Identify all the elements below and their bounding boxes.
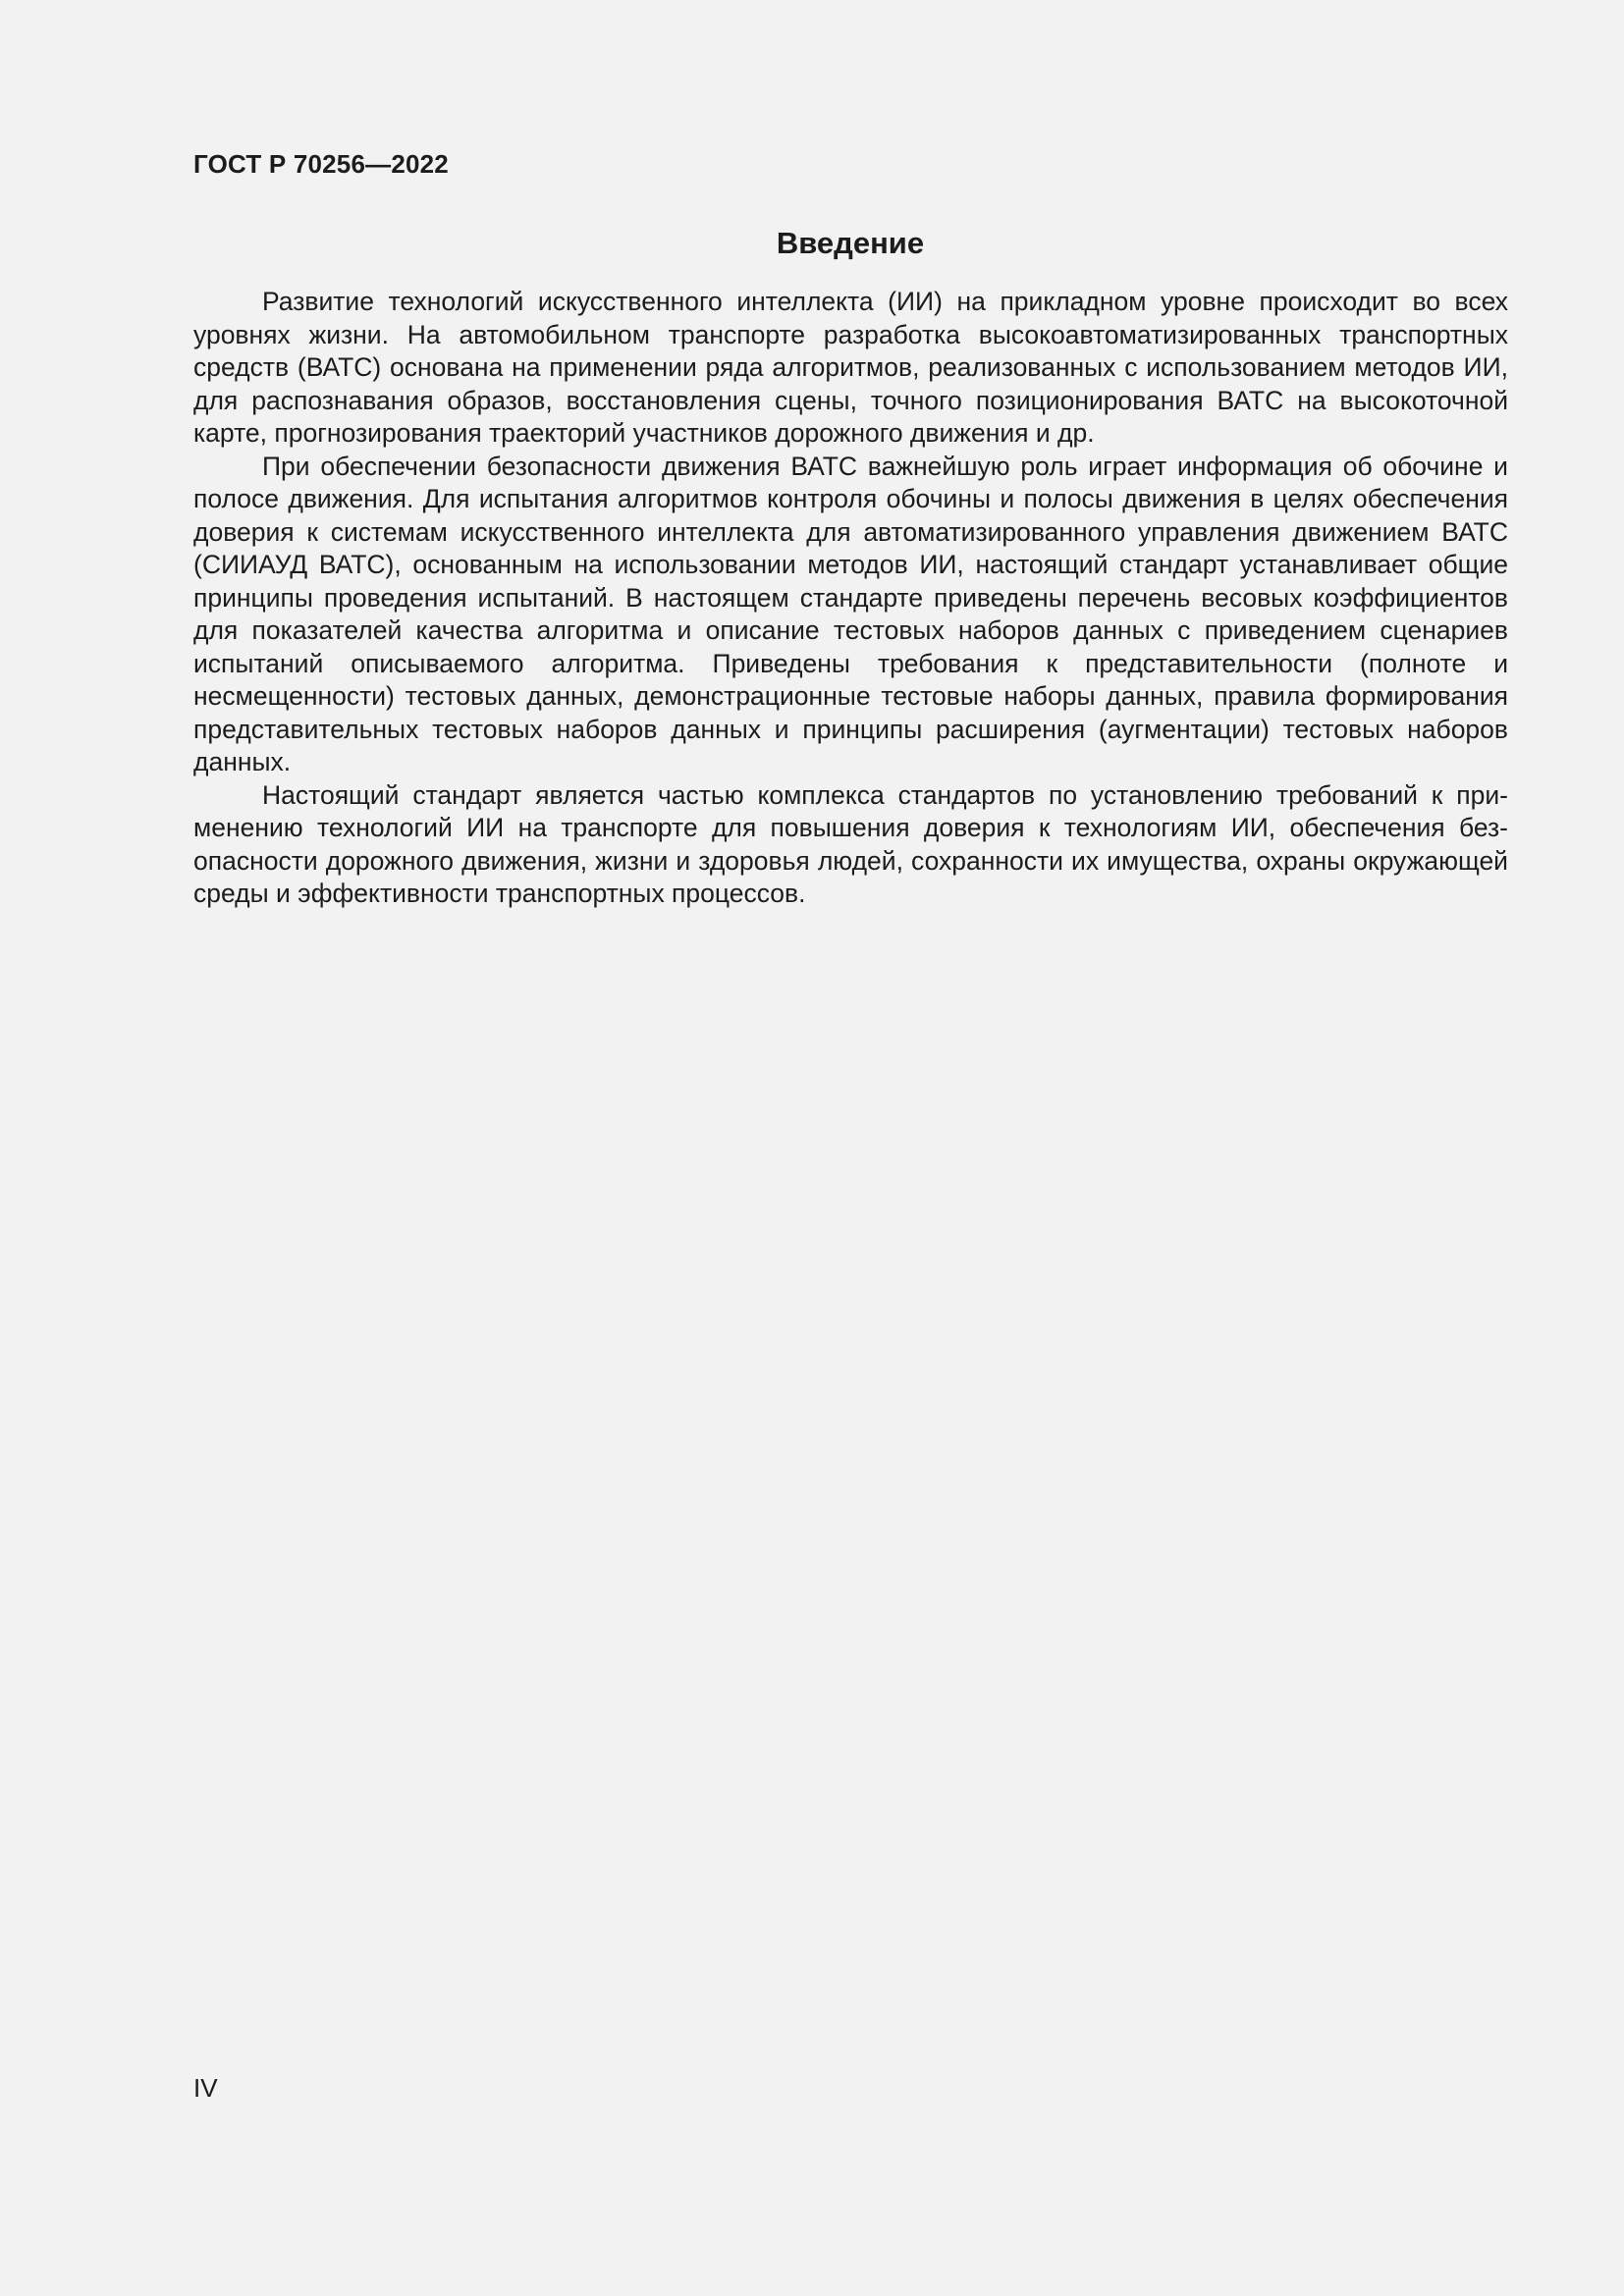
paragraph: Настоящий стандарт является частью комплекса стандартов по установлению требований к применению технологий ИИ на транспорте для повышения доверия к технологиям ИИ, обеспечения безопасности дорожного движения, жизни и здоровья людей, сохранности их имущества, охраны окружающей среды и эффективности транспортных процессов. [193,779,1508,908]
page-number: IV [193,2073,218,2103]
paragraph: При обеспечении безопасности движения ВАТС важнейшую роль играет информация об обочине и полосе движения. Для испытания алгоритмов контроля обочины и полосы движения в целях обеспечения доверия к системам искусственного интеллекта для автоматизированного управления движением ВАТС (СИИАУД ВАТС), основанным на использовании методов ИИ, настоящий стандарт устанавливает общие принципы проведения испытаний. В настоящем стандарте приведены перечень весовых коэффициентов для показателей качества алгоритма и описание тестовых наборов данных с приведением сценариев испытаний описываемого алгоритма. Приведены требования к представительности (полноте и несмещенности) тестовых данных, демонстрационные тестовые наборы данных, правила формирования представительных тестовых наборов данных и принципы расширения (аугментации) тестовых наборов данных. [193,451,1508,776]
section-title: Введение [776,226,925,260]
document-code: ГОСТ Р 70256—2022 [193,149,449,179]
paragraph: Развитие технологий искусственного интеллекта (ИИ) на прикладном уровне происходит во всех уровнях жизни. На автомобильном транспорте разработка высокоавтоматизированных транспортных средств (ВАТС) основана на применении ряда алгоритмов, реализованных с использованием методов ИИ, для распознавания образов, восстановления сцены, точного позиционирования ВАТС на высокоточной карте, прогнозирования траекторий участников дорожного движения и др. [193,287,1508,448]
section-body [193,286,1508,911]
